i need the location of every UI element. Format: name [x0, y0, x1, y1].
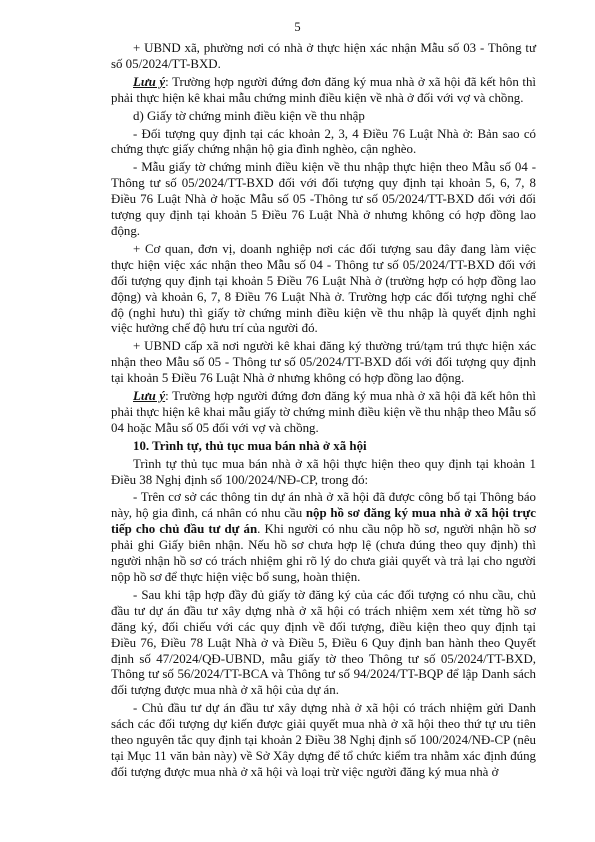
- document-body: [111, 41, 536, 783]
- submission-emphasis: nộp hồ sơ đăng ký mua nhà ở xã hội trực tiếp cho chủ đầu tư dự án: [111, 506, 536, 537]
- paragraph-employer-confirmation: + Cơ quan, đơn vị, doanh nghiệp nơi các đối tượng sau đây đang làm việc thực hiện việc xác nhận theo Mẫu số 04 - Thông tư số 05/2024/TT-BXD đối với đối tượng quy định tại khoản 5 Điều 76 Luật Nhà ở (trường hợp có hợp đồng lao động) và khoản 6, 7, 8 Điều 76 Luật Nhà ở. Trường hợp các đối tượng nghỉ chế độ (nghỉ hưu) thì giấy tờ chứng minh điều kiện về thu nhập là quyết định nghỉ việc hưởng chế độ hưu trí của người đó.: [111, 241, 536, 336]
- paragraph-income-form: - Mẫu giấy tờ chứng minh điều kiện về thu nhập thực hiện theo Mẫu số 04 - Thông tư số 05/2024/TT-BXD đối với đối tượng quy định tại khoản 5, 6, 7, 8 Điều 76 Luật Nhà ở hoặc Mẫu số 05 -Thông tư số 05/2024/TT-BXD đối với đối tượng quy định tại khoản 5 Điều 76 Luật Nhà ở nhưng không có hợp đồng lao động.: [111, 160, 536, 238]
- subsection-d-title: d) Giấy tờ chứng minh điều kiện về thu nhập: [133, 108, 365, 123]
- paragraph-submission: [111, 490, 536, 585]
- paragraph-ubnd-confirmation: + UBND xã, phường nơi có nhà ở thực hiện xác nhận Mẫu số 03 - Thông tư số 05/2024/TT-BXD.: [111, 41, 536, 71]
- note-paragraph-housing: [111, 75, 536, 107]
- paragraph-commune-confirmation: + UBND cấp xã nơi người kê khai đăng ký thường trú/tạm trú thực hiện xác nhận theo Mẫu số 05 - Thông tư số 05/2024/TT-BXD đối với đối tượng quy định tại khoản 5 Điều 76 Luật Nhà ở nhưng không có hợp đồng lao động.: [111, 339, 536, 386]
- section-heading-10: 10. Trình tự, thủ tục mua bán nhà ở xã hội: [133, 438, 367, 453]
- note-label: Lưu ý: [133, 74, 166, 89]
- paragraph-investor-review: - Sau khi tập hợp đầy đủ giấy tờ đăng ký của các đối tượng có nhu cầu, chủ đầu tư dự án đầu tư xây dựng nhà ở xã hội có trách nhiệm xem xét từng hồ sơ đăng ký, đối chiếu với các quy định về đối tượng, điều kiện theo quy định tại Điều 76, Điều 78 Luật Nhà ở và Điều 5, Điều 6 Quy định ban hành theo Quyết định số 47/2024/QĐ-UBND, mẫu giấy tờ theo Thông tư số 05/2024/TT-BXD, Thông tư số 56/2024/TT-BCA và Thông tư số 94/2024/TT-BQP để lập Danh sách đối tượng được mua nhà ở xã hội của dự án.: [111, 587, 536, 698]
- submission-text-a: - Trên cơ sở các thông tin dự án nhà ở xã hội đã được công bố tại Thông báo này, hộ gia đình, cá nhân có nhu cầu: [111, 490, 536, 521]
- note-label: Lưu ý: [133, 389, 166, 404]
- paragraph-investor-list: - Chủ đầu tư dự án đầu tư xây dựng nhà ở xã hội có trách nhiệm gửi Danh sách các đối tượng dự kiến được giải quyết mua nhà ở xã hội theo thứ tự ưu tiên theo nguyên tắc quy định tại khoản 2 Điều 38 Nghị định số 100/2024/NĐ-CP (nêu tại Mục 11 văn bản này) về Sở Xây dựng để tổ chức kiểm tra nhằm xác định đúng đối tượng được mua nhà ở xã hội và loại trừ việc người đăng ký mua nhà ở: [111, 701, 536, 779]
- note-paragraph-income: [111, 389, 536, 437]
- note-text: : Trường hợp người đứng đơn đăng ký mua nhà ở xã hội đã kết hôn thì phải thực hiện kê khai mẫu chứng minh điều kiện về nhà ở đối với vợ và chồng.: [111, 74, 536, 105]
- page-number: 5: [294, 20, 301, 34]
- paragraph-poor-household: - Đối tượng quy định tại các khoản 2, 3, 4 Điều 76 Luật Nhà ở: Bản sao có chứng thực giấy chứng nhận hộ gia đình nghèo, cận nghèo.: [111, 126, 536, 157]
- note-text: : Trường hợp người đứng đơn đăng ký mua nhà ở xã hội đã kết hôn thì phải thực hiện kê khai mẫu giấy tờ chứng minh điều kiện về thu nhập theo Mẫu số 04 hoặc Mẫu số 05 đối với vợ và chồng.: [111, 389, 536, 435]
- submission-text-b: . Khi người có nhu cầu nộp hồ sơ, người nhận hồ sơ phải ghi Giấy biên nhận. Nếu hồ sơ chưa hợp lệ (chưa đúng theo quy định) thì người nhận hồ sơ có trách nhiệm ghi rõ lý do chưa giải quyết và trả lại cho người nộp hồ sơ để thực hiện việc bổ sung, hoàn thiện.: [111, 522, 536, 584]
- paragraph-procedure-intro: Trình tự thủ tục mua bán nhà ở xã hội thực hiện theo quy định tại khoản 1 Điều 38 Nghị định số 100/2024/NĐ-CP, trong đó:: [111, 456, 536, 487]
